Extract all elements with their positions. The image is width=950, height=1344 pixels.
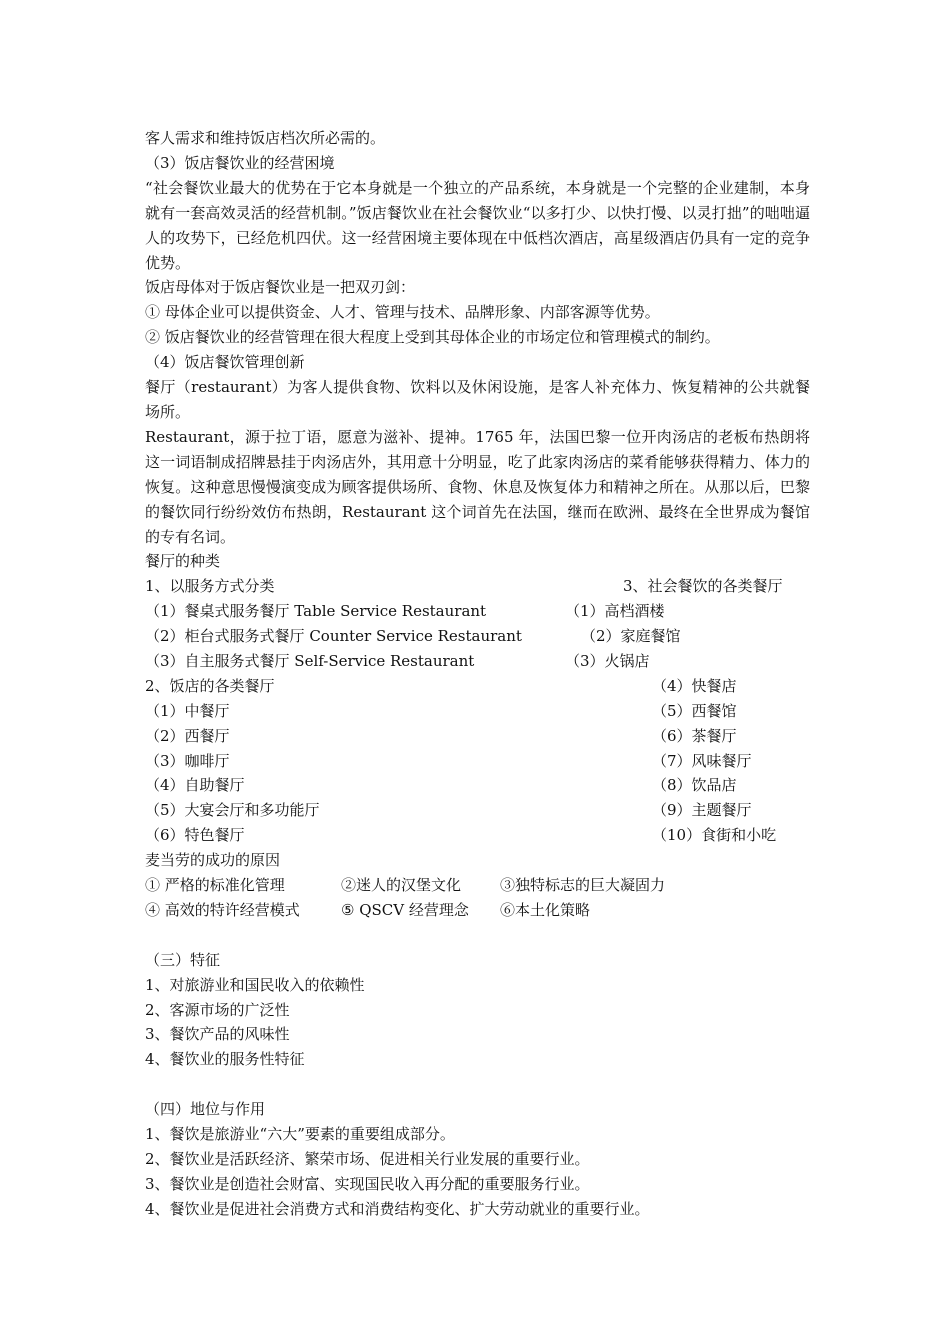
restaurant-definition: 餐厅（restaurant）为客人提供食物、饮料以及休闲设施，是客人补充体力、恢复精神的公共就餐场所。 [145, 378, 810, 421]
by-service-item: （3）自主服务式餐厅 Self-Service Restaurant [145, 651, 475, 670]
feature-item: 1、对旅游业和国民收入的依赖性 [145, 975, 365, 994]
types-row-5 [145, 674, 810, 699]
social-item: （10）食街和小吃 [652, 826, 777, 845]
social-item: （8）饮品店 [652, 776, 737, 795]
types-row-2 [145, 599, 810, 624]
mcd-reason: ③独特标志的巨大凝固力 [500, 876, 666, 895]
social-title: 3、社会餐饮的各类餐厅 [623, 577, 783, 596]
by-service-title: 1、以服务方式分类 [145, 577, 275, 596]
social-item: （2）家庭餐馆 [581, 627, 681, 646]
social-item: （4）快餐店 [652, 676, 737, 695]
types-row-9 [145, 773, 810, 798]
feature-item: 3、餐饮产品的风味性 [145, 1025, 290, 1044]
section-heading-4: （4）饭店餐饮管理创新 [145, 353, 305, 372]
hotel-item: （6）特色餐厅 [145, 826, 245, 845]
spacer [145, 923, 810, 948]
hotel-item: （3）咖啡厅 [145, 751, 230, 770]
types-row-4 [145, 649, 810, 674]
spacer [145, 1072, 810, 1097]
mcd-reason: ②迷人的汉堡文化 [341, 876, 462, 895]
sword-point-2: ② 饭店餐饮业的经营管理在很大程度上受到其母体企业的市场定位和管理模式的制约。 [145, 328, 720, 347]
role-item: 2、餐饮业是活跃经济、繁荣市场、促进相关行业发展的重要行业。 [145, 1149, 590, 1168]
double-edged-sword: 饭店母体对于饭店餐饮业是一把双刃剑： [145, 278, 416, 297]
mcd-row-2 [145, 898, 810, 923]
types-row-7 [145, 724, 810, 749]
mcd-reason: ⑥本土化策略 [500, 900, 591, 919]
types-row-11 [145, 823, 810, 848]
types-row-8 [145, 749, 810, 774]
mcd-reason: ① 严格的标准化管理 [145, 876, 285, 895]
hotel-item: （5）大宴会厅和多功能厅 [145, 801, 320, 820]
sword-point-1: ① 母体企业可以提供资金、人才、管理与技术、品牌形象、内部客源等优势。 [145, 303, 660, 322]
hotel-item: （2）西餐厅 [145, 726, 230, 745]
social-item: （1）高档酒楼 [565, 602, 665, 621]
restaurant-types-title: 餐厅的种类 [145, 552, 221, 571]
intro-line: 客人需求和维持饭店档次所必需的。 [145, 129, 386, 147]
types-row-10 [145, 798, 810, 823]
document-page [145, 126, 810, 1222]
mcd-reason: ④ 高效的特许经营模式 [145, 900, 300, 919]
social-item: （6）茶餐厅 [652, 726, 737, 745]
roles-title: （四）地位与作用 [145, 1100, 266, 1119]
types-row-1 [145, 574, 810, 599]
quote-paragraph: “社会餐饮业最大的优势在于它本身就是一个独立的产品系统，本身就是一个完整的企业建制，本身就有一套高效灵活的经营机制。”饭店餐饮业在社会餐饮业“以多打少、以快打慢、以灵打拙”的咄咄逼人的攻势下，已经危机四伏。这一经营困境主要体现在中低档次酒店，高星级酒店仍具有一定的竞争优势。 [145, 178, 810, 272]
types-row-3 [145, 624, 810, 649]
role-item: 1、餐饮是旅游业“六大”要素的重要组成部分。 [145, 1125, 455, 1144]
mcd-title: 麦当劳的成功的原因 [145, 851, 281, 870]
hotel-item: （4）自助餐厅 [145, 776, 245, 795]
section-heading-3: （3）饭店餐饮业的经营困境 [145, 153, 335, 172]
mcd-row-1 [145, 873, 810, 898]
social-item: （7）风味餐厅 [652, 751, 752, 770]
feature-item: 4、餐饮业的服务性特征 [145, 1050, 305, 1069]
social-item: （3）火锅店 [565, 651, 650, 670]
types-row-6 [145, 699, 810, 724]
hotel-title: 2、饭店的各类餐厅 [145, 676, 275, 695]
social-item: （9）主题餐厅 [652, 801, 752, 820]
features-title: （三）特征 [145, 950, 221, 969]
role-item: 3、餐饮业是创造社会财富、实现国民收入再分配的重要服务行业。 [145, 1174, 590, 1193]
role-item: 4、餐饮业是促进社会消费方式和消费结构变化、扩大劳动就业的重要行业。 [145, 1199, 650, 1218]
mcd-reason: ⑤ QSCV 经营理念 [341, 900, 469, 919]
by-service-item: （2）柜台式服务式餐厅 Counter Service Restaurant [145, 627, 522, 646]
restaurant-origin: Restaurant，源于拉丁语，愿意为滋补、提神。1765 年，法国巴黎一位开肉汤店的老板布热朗将这一词语制成招牌悬挂于肉汤店外，其用意十分明显，吃了此家肉汤店的菜肴能够获得精力、体力的恢复。这种意思慢慢演变成为顾客提供场所、食物、休息及恢复体力和精神之所在。从那以后，巴黎的餐饮同行纷纷效仿布热朗，Restaurant 这个词首先在法国，继而在欧洲、最终在全世界成为餐馆的专有名词。 [145, 427, 810, 546]
social-item: （5）西餐馆 [652, 701, 737, 720]
hotel-item: （1）中餐厅 [145, 701, 230, 720]
feature-item: 2、客源市场的广泛性 [145, 1000, 290, 1019]
by-service-item: （1）餐桌式服务餐厅 Table Service Restaurant [145, 602, 487, 621]
